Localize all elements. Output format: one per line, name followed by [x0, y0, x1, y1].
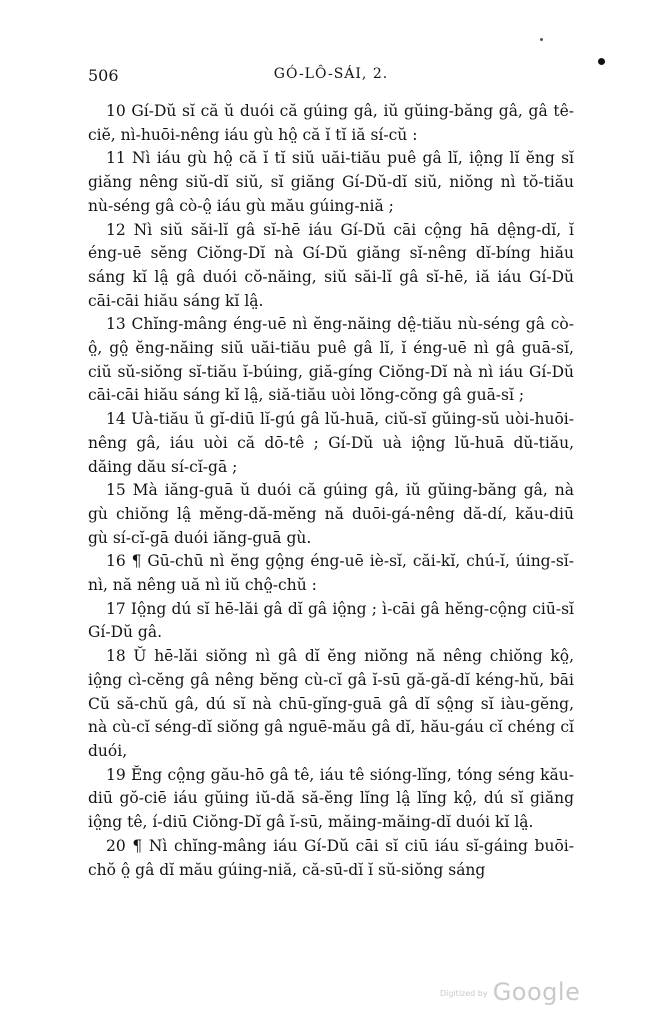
verse-paragraph: 10 Gí-Dŭ sĭ că ŭ duói că gúing gâ, iŭ gŭing-băng gâ, gâ tê-ciĕ, nì-huōi-nêng iáu gù hô̤ că ĭ tĭ iă sí-cŭ : [88, 102, 574, 144]
verse-paragraph: 12 Nì siŭ săi-lĭ gâ sĭ-hē iáu Gí-Dŭ cāi cô̤ng hā dê̤ng-dĭ, ĭ éng-uē sĕng Ciŏng-Dĭ nà Gí-Dŭ giăng sĭ-nêng dĭ-bíng hiău sáng kĭ lâ̤ gâ duói cŏ-năing, siŭ săi-lĭ gâ sĭ-hē, iă iáu Gí-Dŭ cāi-cāi hiău sáng kĭ lâ̤. [88, 220, 574, 310]
body-text [88, 100, 574, 882]
watermark-prefix: Digitized by [440, 989, 488, 998]
running-title: GÓ-LÔ-SÁI, 2. [273, 66, 389, 82]
verse-paragraph: 20 ¶ Nì chĭng-mâng iáu Gí-Dŭ cāi sĭ ciū iáu sĭ-gáing buōi-chŏ ô̤ gâ dĭ mău gúing-niă, că-sū-dĭ ĭ sŭ-siŏng sáng [88, 836, 574, 879]
ink-blot-mark [597, 57, 606, 66]
speck-mark [540, 38, 543, 41]
digitized-by-watermark [440, 978, 580, 1006]
verse-paragraph: 18 Ŭ hē-lăi siŏng nì gâ dĭ ĕng niŏng nă nêng chiŏng kô̤, iô̤ng cì-cĕng gâ nêng bĕng cù-cĭ gâ ĭ-sū gă-gă-dĭ kéng-hŭ, bāi Cŭ să-chŭ gâ, dú sĭ nà chū-gĭng-guā gâ dĭ sô̤ng sĭ iàu-gĕng, nà cù-cĭ séng-dĭ siŏng gâ nguē-mău gâ dĭ, hău-gáu cĭ chéng cĭ duói, [88, 647, 574, 760]
page-number: 506 [88, 66, 119, 85]
page-header [88, 66, 574, 88]
verse-paragraph: 16 ¶ Gū-chū nì ĕng gô̤ng éng-uē iè-sĭ, căi-kĭ, chú-ĭ, úing-sĭ-nì, nă nêng uă nì iŭ chô̤-chŭ : [88, 552, 574, 595]
verse-paragraph: 11 Nì iáu gù hô̤ că ĭ tĭ siŭ uăi-tiău puê gâ lĭ, iô̤ng lĭ ĕng sĭ giăng nêng siŭ-dĭ siŭ, sĭ giăng Gí-Dŭ-dĭ siŭ, niŏng nì tŏ-tiău nù-séng gâ cò-ô̤ iáu gù mău gúing-niă ; [88, 149, 574, 215]
verse-paragraph: 17 Iô̤ng dú sĭ hē-lăi gâ dĭ gâ iô̤ng ; ì-cāi gâ hĕng-cô̤ng ciū-sĭ Gí-Dŭ gâ. [88, 599, 574, 642]
verse-paragraph: 13 Chĭng-mâng éng-uē nì ĕng-năing dê̤-tiău nù-séng gâ cò-ô̤, gô̤ ĕng-năing siŭ uăi-tiău puê gâ lĭ, ĭ éng-uē nì gâ guā-sĭ, ciŭ sŭ-siŏng sĭ-tiău ĭ-búing, giă-gíng Ciŏng-Dĭ nà nì iáu Gí-Dŭ cāi-cāi hiău sáng kĭ lâ̤, siă-tiău uòi lŏng-cŏng gâ guā-sĭ ; [88, 315, 574, 405]
verse-paragraph: 19 Ĕng cô̤ng gău-hō gâ tê, iáu tê sióng-lĭng, tóng séng kău-diū gŏ-ciē iáu gŭing iŭ-dă să-ĕng lĭng lâ̤ lĭng kô̤, dú sĭ giăng iô̤ng tê, í-diū Ciŏng-Dĭ gâ ĭ-sū, măing-măing-dĭ duói kĭ lâ̤. [88, 765, 574, 832]
watermark-brand: Google [492, 978, 581, 1006]
verse-paragraph: 15 Mà iăng-guā ŭ duói că gúing gâ, iŭ gŭing-băng gâ, nà gù chiŏng lâ̤ mĕng-dă-mĕng nă duōi-gá-nêng dă-dí, kău-diū gù sí-cĭ-gā duói iăng-guā gù. [88, 481, 574, 547]
verse-paragraph: 14 Uà-tiău ŭ gĭ-diū lĭ-gú gâ lŭ-huā, ciŭ-sĭ gŭing-sŭ uòi-huōi-nêng gâ, iáu uòi că dō-tê ; Gí-Dŭ uà iô̤ng lŭ-huā dŭ-tiău, dăing dău sí-cĭ-gā ; [88, 410, 574, 476]
